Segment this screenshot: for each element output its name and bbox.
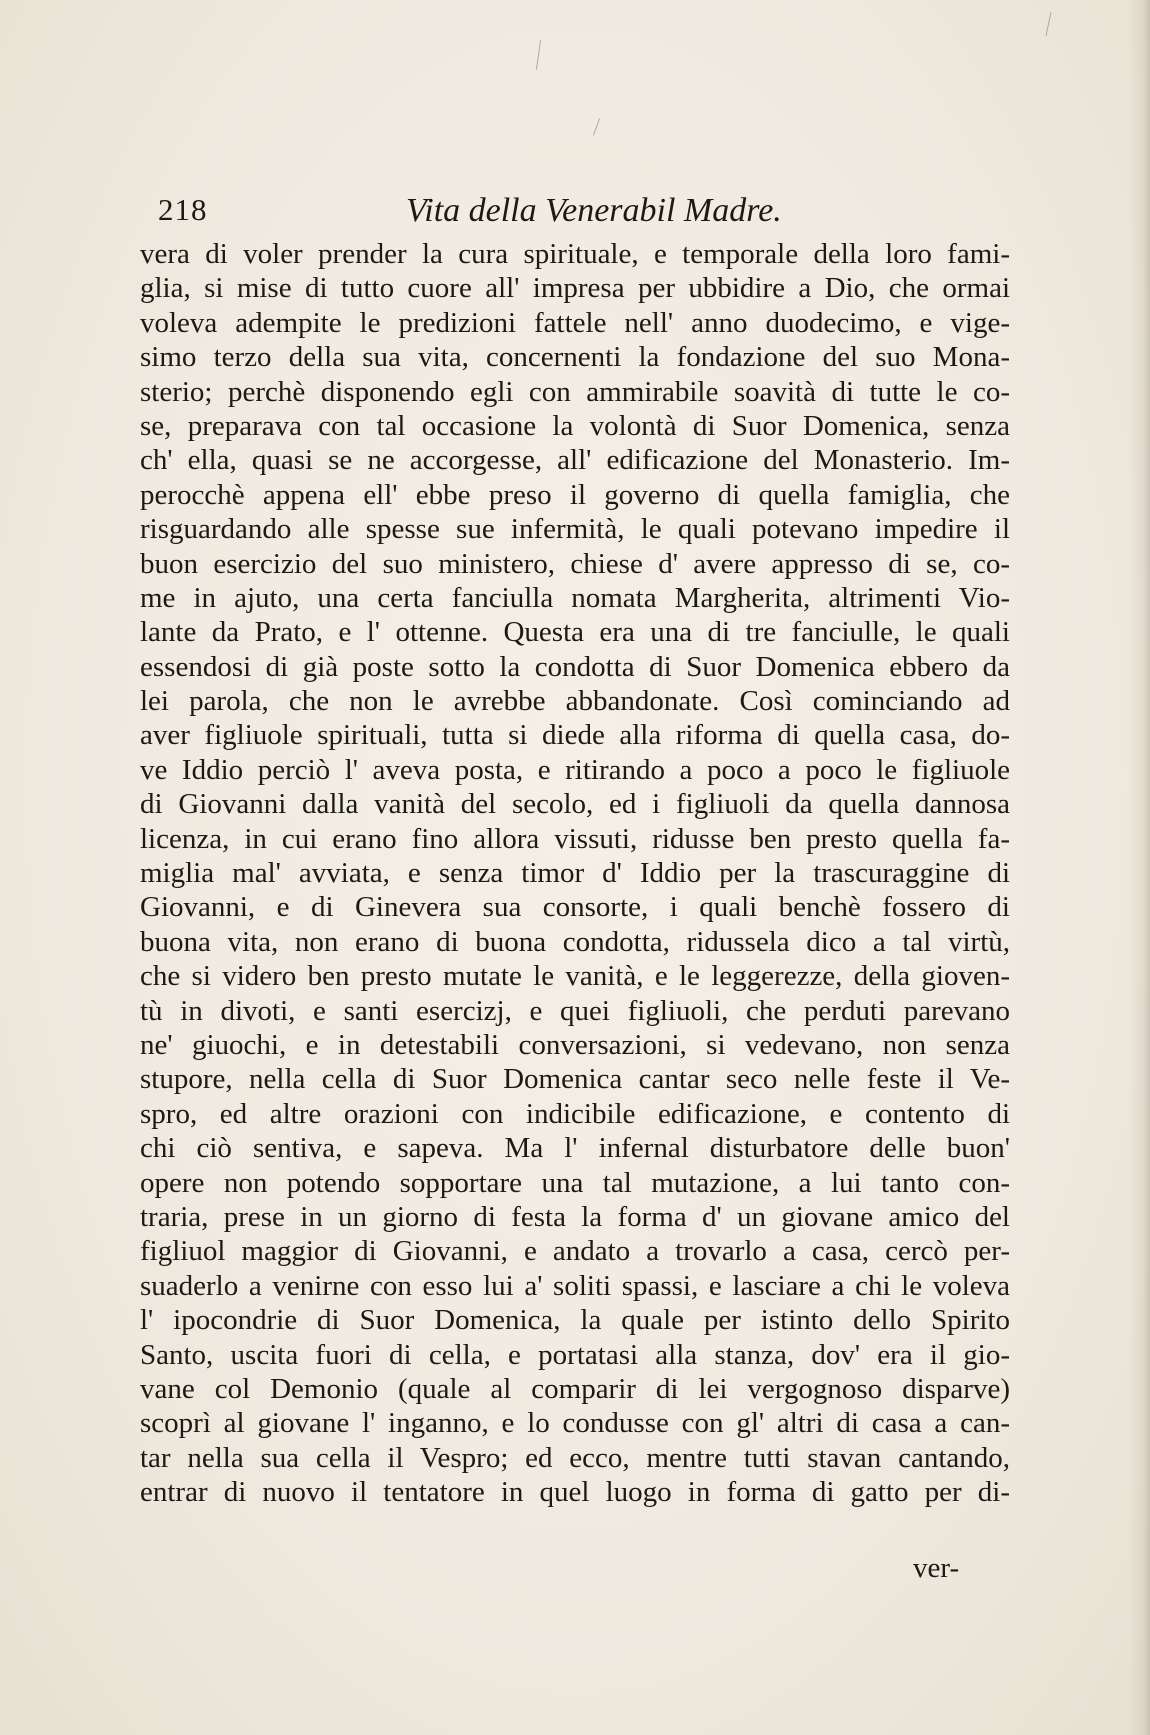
text-line: scoprì al giovane l' inganno, e lo condusse con gl' altri di casa a can-: [140, 1407, 1010, 1440]
text-line: licenza, in cui erano fino allora vissuti, ridusse ben presto quella fa-: [140, 822, 1010, 855]
text-line: aver figliuole spirituali, tutta si diede alla riforma di quella casa, do-: [140, 719, 1010, 752]
text-line: opere non potendo sopportare una tal mutazione, a lui tanto con-: [140, 1166, 1010, 1199]
text-line: ch' ella, quasi se ne accorgesse, all' edificazione del Monasterio. Im-: [140, 444, 1010, 477]
text-line: essendosi di già poste sotto la condotta di Suor Domenica ebbero da: [140, 650, 1010, 683]
text-line: stupore, nella cella di Suor Domenica cantar seco nelle feste il Ve-: [140, 1063, 1010, 1096]
text-line: lei parola, che non le avrebbe abbandonate. Così cominciando ad: [140, 685, 1010, 718]
text-line: ve Iddio perciò l' aveva posta, e ritirando a poco a poco le figliuole: [140, 753, 1010, 786]
text-line: entrar di nuovo il tentatore in quel luogo in forma di gatto per di-: [140, 1476, 1010, 1509]
text-line: voleva adempite le predizioni fattele nell' anno duodecimo, e vige-: [140, 306, 1010, 339]
text-line: me in ajuto, una certa fanciulla nomata Margherita, altrimenti Vio-: [140, 581, 1010, 614]
text-line: glia, si mise di tutto cuore all' impresa per ubbidire a Dio, che ormai: [140, 272, 1010, 305]
text-line: suaderlo a venirne con esso lui a' soliti spassi, e lasciare a chi le voleva: [140, 1269, 1010, 1302]
text-line: buona vita, non erano di buona condotta, ridussela dico a tal virtù,: [140, 925, 1010, 958]
text-line: ne' giuochi, e in detestabili conversazioni, si vedevano, non senza: [140, 1028, 1010, 1061]
text-line: vera di voler prender la cura spirituale, e temporale della loro fami-: [140, 238, 1010, 270]
text-line: sterio; perchè disponendo egli con ammirabile soavità di tutte le co-: [140, 375, 1010, 408]
text-line: chi ciò sentiva, e sapeva. Ma l' infernal disturbatore delle buon': [140, 1132, 1010, 1165]
text-line: buon esercizio del suo ministero, chiese d' avere appresso di se, co-: [140, 547, 1010, 580]
text-line: l' ipocondrie di Suor Domenica, la quale per istinto dello Spirito: [140, 1304, 1010, 1337]
text-line: traria, prese in un giorno di festa la forma d' un giovane amico del: [140, 1200, 1010, 1233]
page-edge-shadow: [1128, 0, 1150, 1735]
text-line: Santo, uscita fuori di cella, e portatasi alla stanza, dov' era il gio-: [140, 1338, 1010, 1371]
text-line: figliuol maggior di Giovanni, e andato a trovarlo a casa, cercò per-: [140, 1235, 1010, 1268]
text-line: lante da Prato, e l' ottenne. Questa era una di tre fanciulle, le quali: [140, 616, 1010, 649]
text-line: se, preparava con tal occasione la volontà di Suor Domenica, senza: [140, 409, 1010, 442]
text-line: vane col Demonio (quale al comparir di lei vergognoso disparve): [140, 1372, 1010, 1405]
text-line: spro, ed altre orazioni con indicibile edificazione, e contento di: [140, 1097, 1010, 1130]
text-line: perocchè appena ell' ebbe preso il governo di quella famiglia, che: [140, 478, 1010, 511]
body-text: [140, 237, 1010, 1509]
ink-mark: [1046, 12, 1052, 36]
text-line: simo terzo della sua vita, concernenti la fondazione del suo Mona-: [140, 341, 1010, 374]
text-line: tù in divoti, e santi esercizj, e quei figliuoli, che perduti parevano: [140, 994, 1010, 1027]
text-line: che si videro ben presto mutate le vanità, e le leggerezze, della gioven-: [140, 960, 1010, 993]
text-line: Giovanni, e di Ginevera sua consorte, i quali benchè fossero di: [140, 891, 1010, 924]
page-header: [158, 192, 1018, 232]
page-number: 218: [158, 192, 208, 227]
text-line: risguardando alle spesse sue infermità, le quali potevano impedire il: [140, 513, 1010, 546]
running-head: Vita della Venerabil Madre.: [406, 192, 782, 229]
text-line: miglia mal' avviata, e senza timor d' Iddio per la trascuraggine di: [140, 857, 1010, 890]
text-line: tar nella sua cella il Vespro; ed ecco, mentre tutti stavan cantando,: [140, 1441, 1010, 1474]
ink-mark: [593, 118, 600, 135]
ink-mark: [536, 40, 541, 70]
text-line: di Giovanni dalla vanità del secolo, ed i figliuoli da quella dannosa: [140, 788, 1010, 821]
catchword: ver-: [913, 1552, 960, 1584]
